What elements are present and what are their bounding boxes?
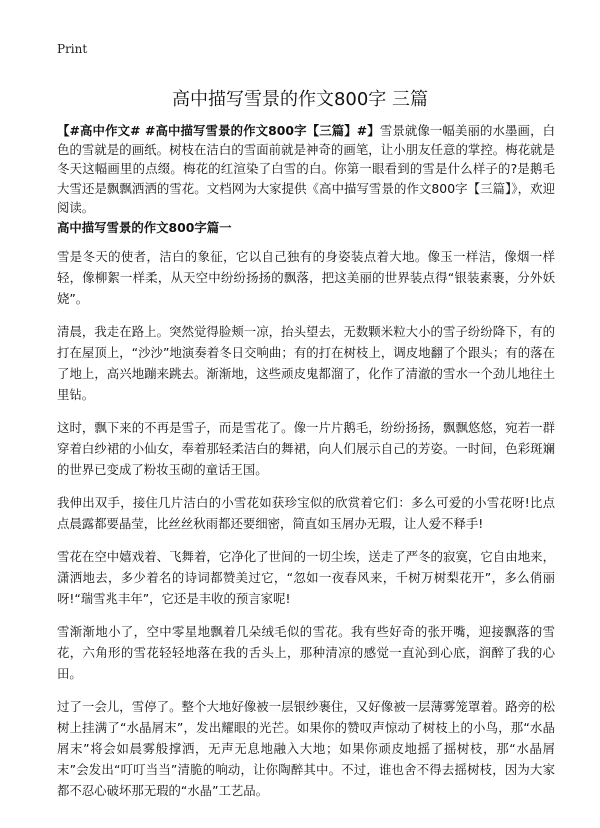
essay-paragraph-6: 雪渐渐地小了，空中零星地飘着几朵绒毛似的雪花。我有些好奇的张开嘴，迎接飘落的雪花，六角形的雪花轻轻地落在我的舌头上，那种清凉的感觉一直沁到心底，润醉了我的心田。 <box>57 624 555 681</box>
essay-paragraph-5: 雪花在空中嬉戏着、飞舞着，它净化了世间的一切尘埃，送走了严冬的寂寞，它自由地来，潇洒地去，多少着名的诗词都赞美过它，“忽如一夜春风来，千树万树梨花开”，多么俏丽呀!“瑞雪兆丰年”，它还是丰收的预言家呢! <box>57 549 555 606</box>
intro-paragraph <box>57 121 555 217</box>
page-title: 高中描写雪景的作文800字 三篇 <box>171 89 429 110</box>
intro-tag-prefix: 【#高中作文# #高中描写雪景的作文800字【三篇】#】 <box>57 123 380 138</box>
essay-paragraph-4: 我伸出双手，接住几片洁白的小雪花如获珍宝似的欣赏着它们：多么可爱的小雪花呀!比点点晨露都要晶莹，比丝丝秋雨都还要细密，简直如玉屑办无瑕，让人爱不释手! <box>57 495 555 531</box>
print-link[interactable]: Print <box>57 42 88 56</box>
intro-text: 雪景就像一幅美丽的水墨画，白色的雪就是的画纸。树枝在洁白的雪面前就是神奇的画笔，让小朋友任意的掌控。梅花就是冬天这幅画里的点缀。梅花的红渲染了白雪的白。你第一眼看到的雪是什么样子的?是鹅毛大雪还是飘飘洒洒的雪花。文档网为大家提供《高中描写雪景的作文800字【三篇】》，欢迎阅读。 <box>57 123 555 215</box>
essay-paragraph-7: 过了一会儿，雪停了。整个大地好像被一层银纱裹住，又好像被一层薄雾笼罩着。路旁的松树上挂满了“水晶屑末”，发出耀眼的光芒。如果你的赞叹声惊动了树枝上的小鸟，那“水晶屑末”将会如晨雾般撑洒，无声无息地融入大地；如果你顽皮地摇了摇树枝，那“水晶屑末”会发出“叮叮当当”清脆的响动，让你陶醉其中。不过，谁也舍不得去摇树枝，因为大家都不忍心破坏那无瑕的“水晶”工艺品。 <box>57 699 555 798</box>
essay-paragraph-1: 雪是冬天的使者，洁白的象征，它以自己独有的身姿装点着大地。像玉一样洁，像烟一样轻，像柳絮一样柔，从天空中纷纷扬扬的飘落，把这美丽的世界装点得“银装素裹，分外妖娆”。 <box>57 249 555 306</box>
essay-paragraph-3: 这时，飘下来的不再是雪子，而是雪花了。像一片片鹅毛，纷纷扬扬，飘飘悠悠，宛若一群穿着白纱裙的小仙女，奉着那轻柔洁白的舞裙，向人们展示自己的芳姿。一时间，色彩斑斓的世界已变成了粉妆玉砌的童话王国。 <box>57 420 555 477</box>
essay-paragraph-2: 清晨，我走在路上。突然觉得脸颊一凉，抬头望去，无数颗米粒大小的雪子纷纷降下，有的打在屋顶上，“沙沙”地演奏着冬日交响曲；有的打在树枝上，调皮地翻了个跟头；有的落在了地上，高兴地蹦来跳去。渐渐地，这些顽皮鬼都溜了，化作了清澈的雪水一个劲儿地往土里钻。 <box>57 324 555 402</box>
section-title: 高中描写雪景的作文800字篇一 <box>57 220 232 235</box>
